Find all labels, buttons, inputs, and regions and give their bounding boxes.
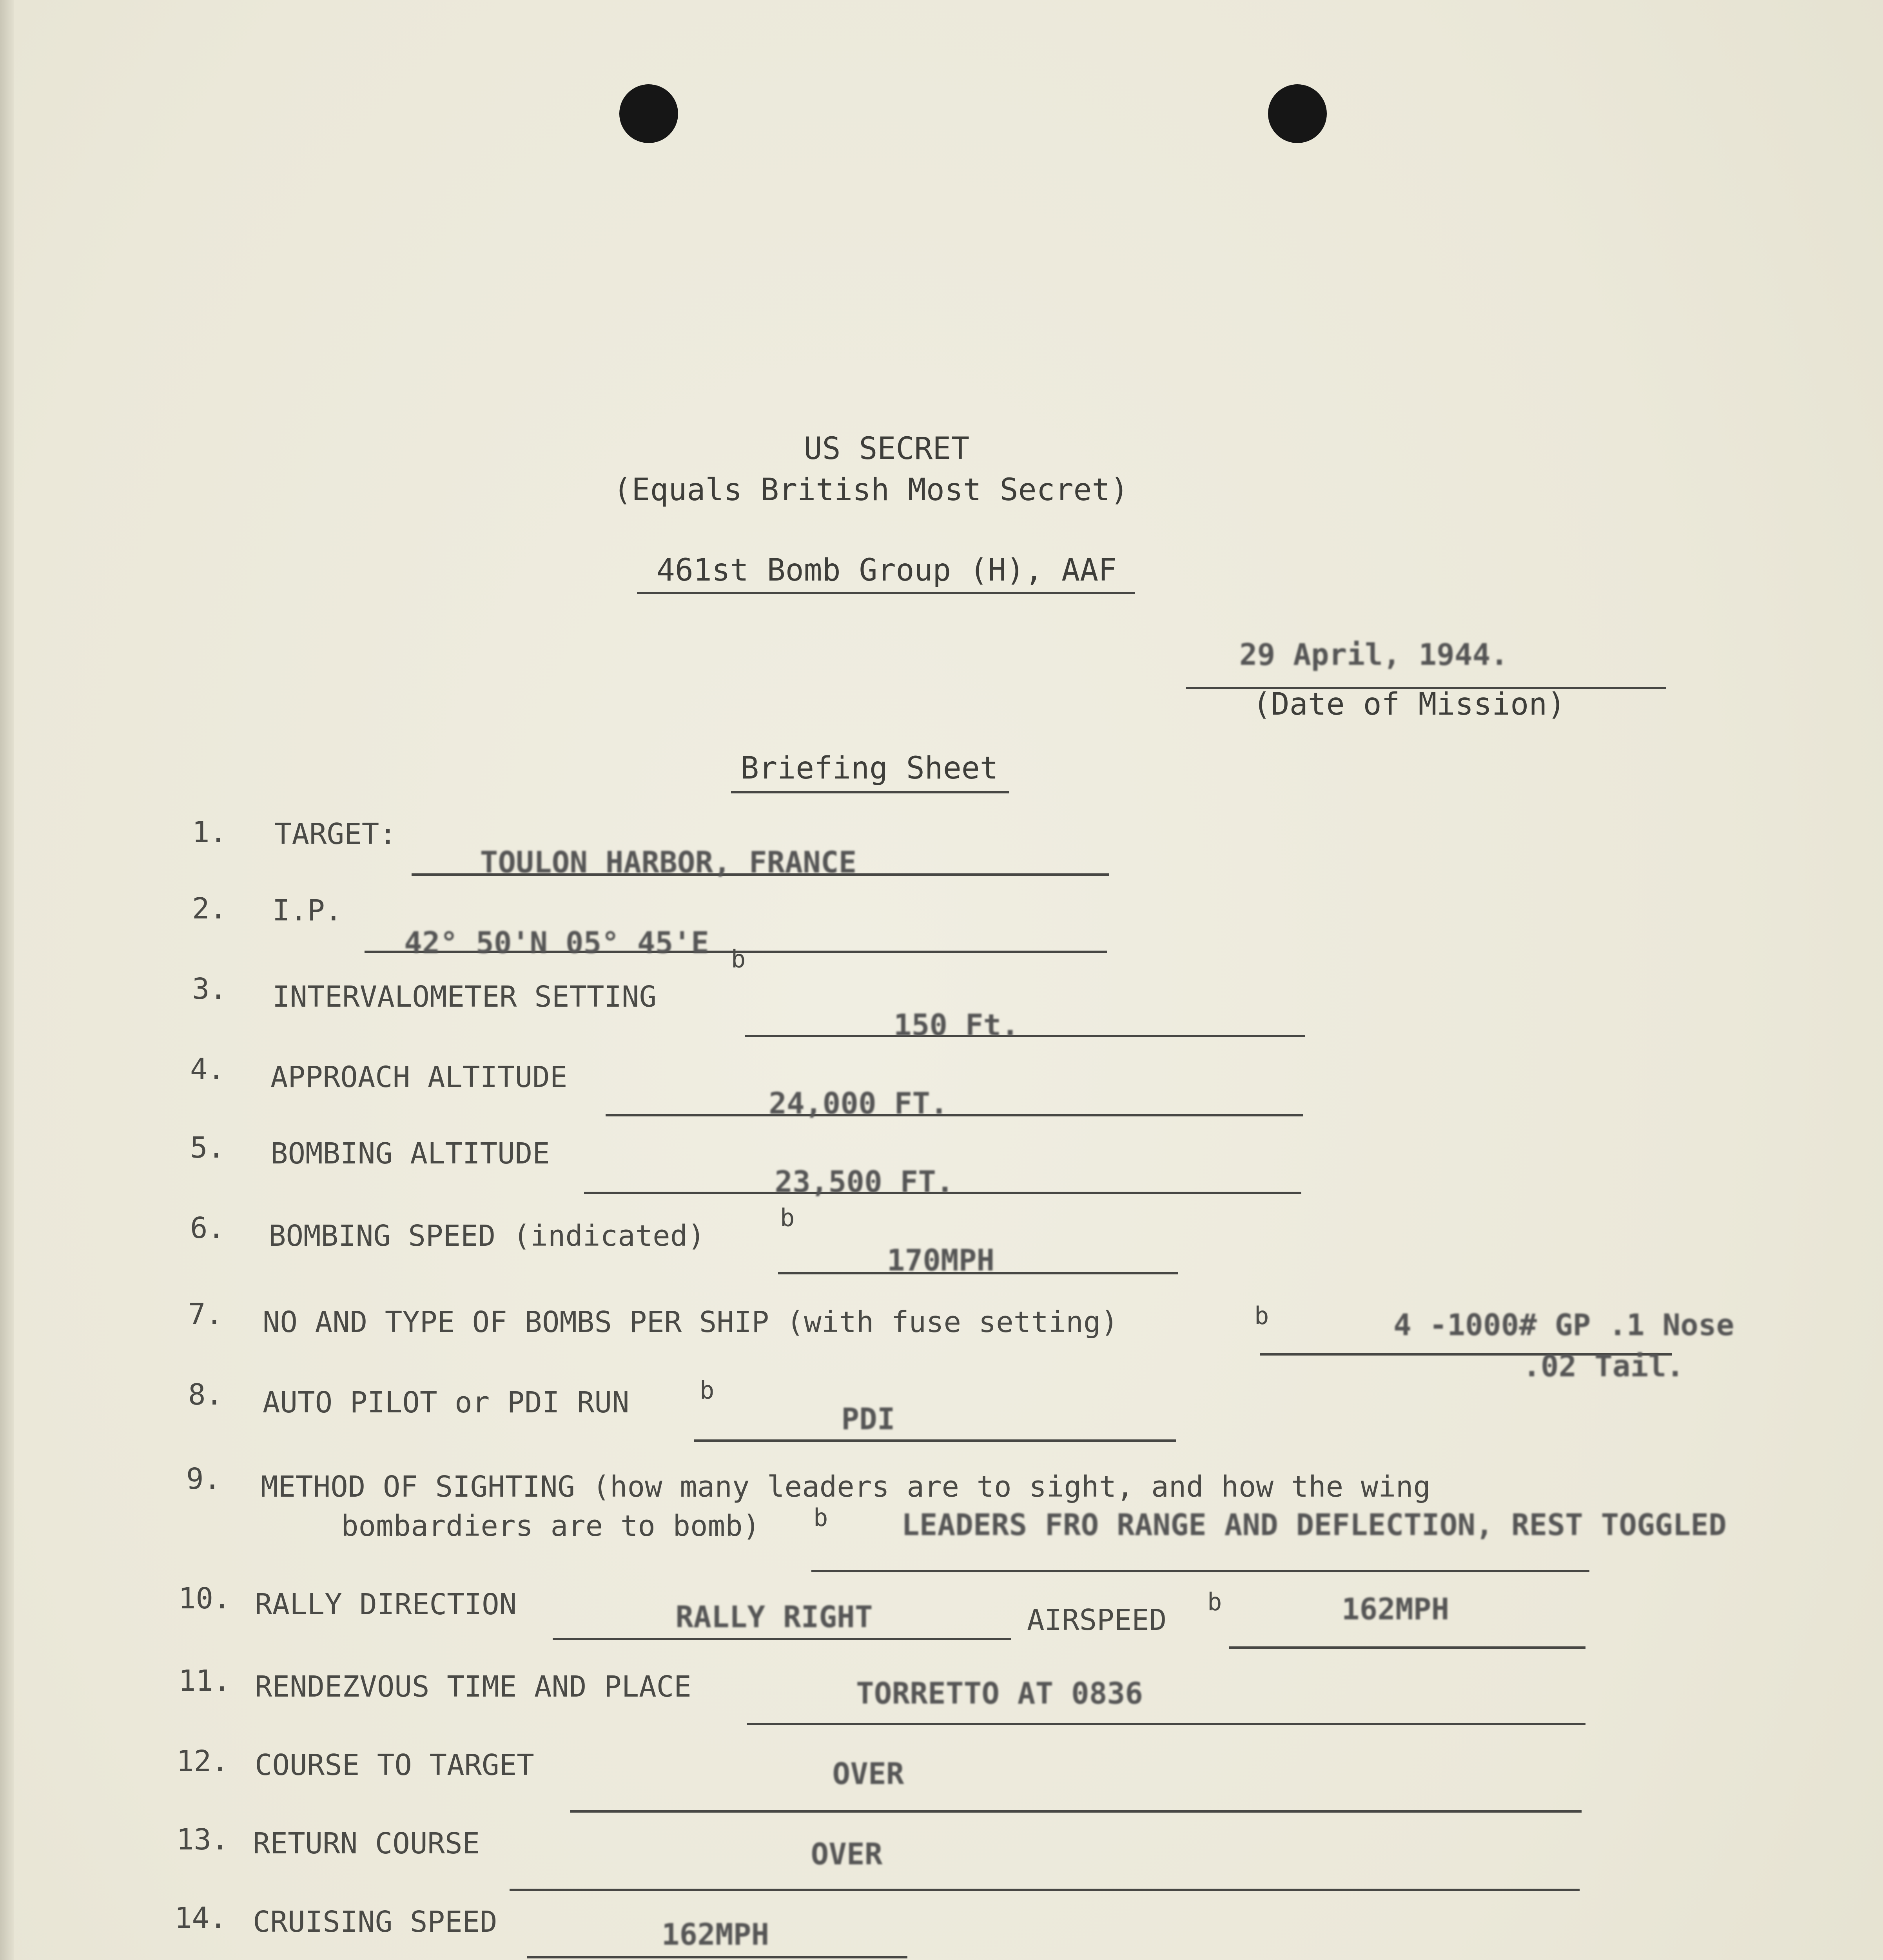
item-label: I.P. [272, 894, 343, 927]
intervalometer-answer: 150 Ft. [893, 1007, 1020, 1042]
return-course-answer: OVER [811, 1837, 883, 1871]
item-label: NO AND TYPE OF BOMBS PER SHIP (with fuse setting) [263, 1305, 1119, 1339]
sheet-title: Briefing Sheet [740, 751, 998, 786]
item-number: 14. [174, 1901, 227, 1935]
item-number: 1. [192, 815, 227, 849]
item-label: APPROACH ALTITUDE [270, 1060, 568, 1094]
binder-hole-right [1268, 84, 1327, 143]
unit-underline [637, 592, 1135, 594]
paper-edge [0, 0, 14, 1960]
bombs-answer-fuse: .02 Tail. [1523, 1348, 1684, 1383]
airspeed-answer: 162MPH [1341, 1592, 1449, 1626]
mark-b: b [1254, 1301, 1269, 1330]
item-label: BOMBING ALTITUDE [270, 1137, 550, 1171]
answer-line [745, 1035, 1305, 1037]
item-number: 4. [190, 1053, 225, 1086]
cruising-speed-answer: 162MPH [661, 1917, 769, 1952]
bombing-altitude-answer: 23,500 FT. [775, 1164, 954, 1199]
approach-altitude-answer: 24,000 FT. [769, 1086, 948, 1121]
bombing-speed-answer: 170MPH [887, 1243, 995, 1278]
answer-line [694, 1439, 1176, 1442]
bombs-answer: 4 -1000# GP .1 Nose [1393, 1307, 1734, 1342]
rendezvous-answer: TORRETTO AT 0836 [856, 1676, 1143, 1711]
item-number: 6. [190, 1211, 225, 1245]
mark-b: b [700, 1376, 715, 1405]
answer-line [811, 1570, 1589, 1572]
item-number: 13. [176, 1823, 229, 1857]
answer-line [606, 1114, 1303, 1116]
answer-line [553, 1638, 1011, 1640]
mark-b: b [813, 1503, 828, 1532]
auto-pilot-answer: PDI [841, 1401, 895, 1436]
date-caption: (Date of Mission) [1252, 687, 1566, 722]
answer-line [570, 1810, 1582, 1813]
item-label: RETURN COURSE [253, 1827, 480, 1860]
title-underline [731, 791, 1009, 793]
mark-b: b [731, 945, 746, 973]
answer-line [527, 1956, 907, 1958]
item-label-continued: bombardiers are to bomb) [341, 1509, 760, 1543]
item-label: METHOD OF SIGHTING (how many leaders are to sight, and how the wing [261, 1470, 1431, 1504]
airspeed-label: AIRSPEED [1027, 1603, 1167, 1637]
item-label: COURSE TO TARGET [255, 1748, 534, 1782]
item-label: BOMBING SPEED (indicated) [268, 1219, 705, 1253]
target-answer: TOULON HARBOR, FRANCE [480, 845, 857, 880]
item-label: RALLY DIRECTION [255, 1588, 517, 1621]
item-number: 8. [188, 1378, 223, 1412]
item-number: 3. [192, 972, 227, 1006]
course-to-target-answer: OVER [832, 1756, 904, 1791]
item-number: 5. [190, 1131, 225, 1165]
mark-b: b [1207, 1588, 1222, 1616]
item-number: 11. [178, 1664, 231, 1698]
item-label: RENDEZVOUS TIME AND PLACE [255, 1670, 691, 1704]
classification: US SECRET [804, 431, 970, 466]
sighting-answer: LEADERS FRO RANGE AND DEFLECTION, REST TOGGLED [902, 1507, 1727, 1542]
mission-date: 29 April, 1944. [1239, 637, 1509, 672]
item-label: TARGET: [274, 817, 397, 851]
item-label: AUTO PILOT or PDI RUN [263, 1386, 629, 1419]
unit-name: 461st Bomb Group (H), AAF [657, 553, 1117, 588]
airspeed-line [1229, 1646, 1585, 1649]
answer-line [510, 1889, 1580, 1891]
item-number: 9. [186, 1462, 221, 1496]
answer-line [747, 1723, 1585, 1725]
rally-answer: RALLY RIGHT [675, 1599, 873, 1634]
item-number: 2. [192, 892, 227, 926]
item-number: 12. [176, 1744, 229, 1778]
classification-note: (Equals British Most Secret) [613, 472, 1129, 508]
binder-hole-left [619, 84, 678, 143]
mark-b: b [780, 1203, 795, 1232]
item-number: 7. [188, 1298, 223, 1331]
item-label: CRUISING SPEED [253, 1905, 497, 1939]
item-number: 10. [178, 1582, 231, 1615]
item-label: INTERVALOMETER SETTING [272, 980, 657, 1014]
ip-answer: 42° 50'N 05° 45'E [404, 925, 709, 960]
